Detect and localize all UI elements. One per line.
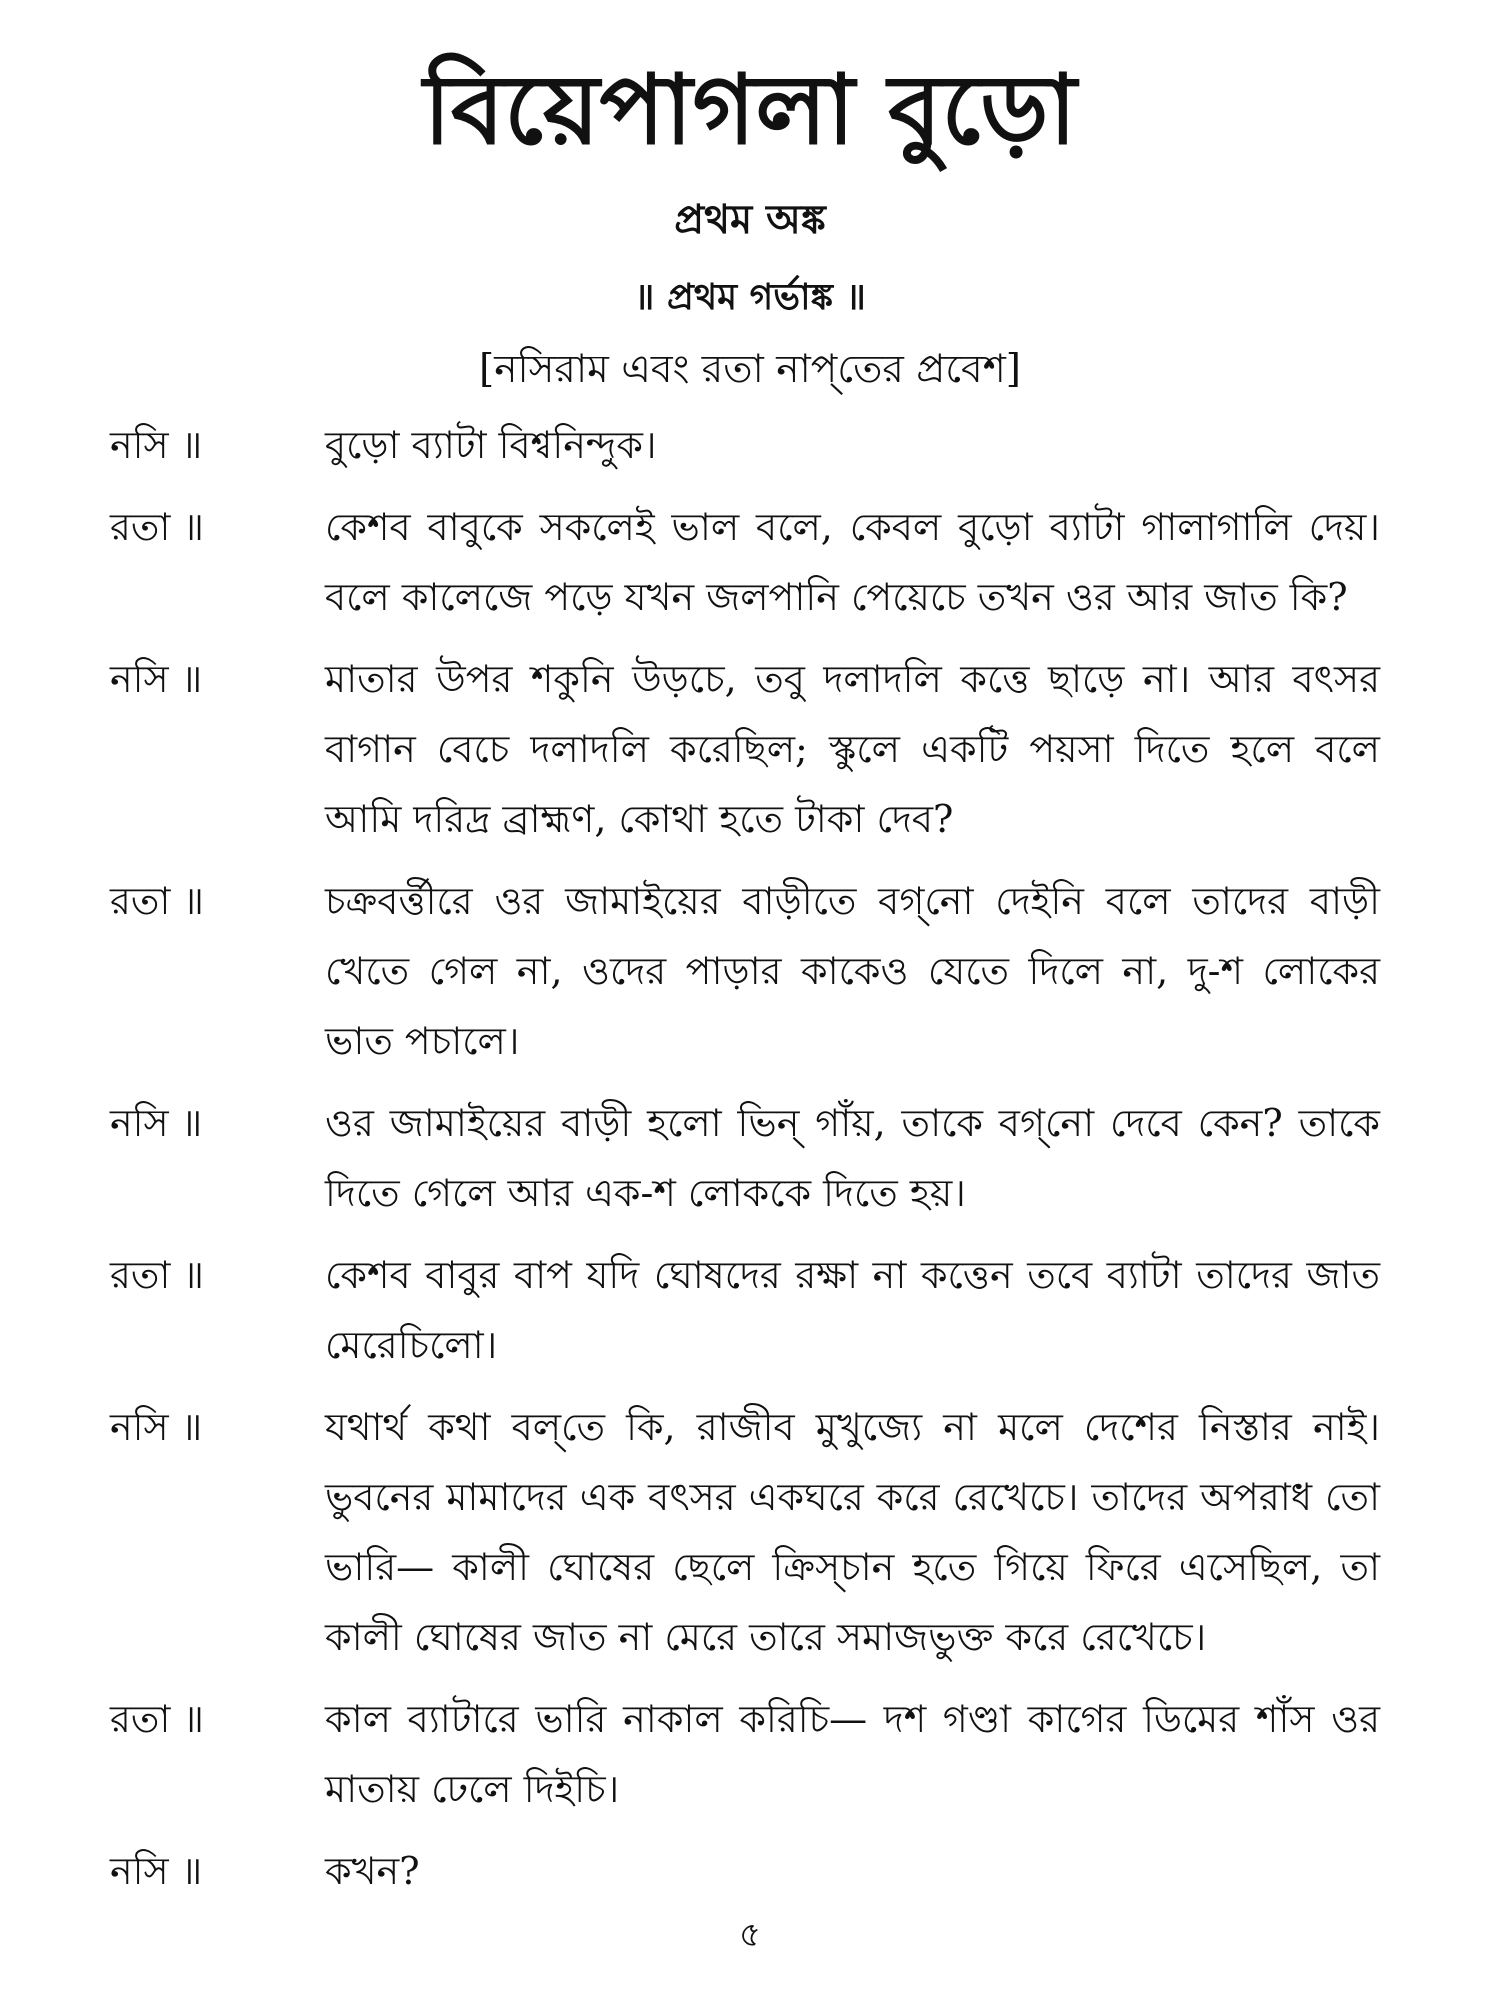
speech-text: চক্রবর্ত্তীরে ওর জামাইয়ের বাড়ীতে বগ্‌নো দেইনি বলে তাদের বাড়ী খেতে গেল না, ওদের পাড়ার কাকেও যেতে দিলে না, দু-শ লোকের ভাত পচালে। xyxy=(325,879,1380,1063)
dialogue-line xyxy=(0,1240,1500,1380)
speech-text: ওর জামাইয়ের বাড়ী হলো ভিন্ গাঁয়, তাকে বগ্‌নো দেবে কেন? তাকে দিতে গেলে আর এক-শ লোককে দিতে হয়। xyxy=(325,1101,1380,1215)
speaker-name: রতা ॥ xyxy=(110,1697,205,1741)
speech-text: কেশব বাবুকে সকলেই ভাল বলে, কেবল বুড়ো ব্যাটা গালাগালি দেয়। বলে কালেজে পড়ে যখন জলপানি পেয়েচে তখন ওর আর জাত কি? xyxy=(325,505,1380,619)
speaker-name: রতা ॥ xyxy=(110,879,205,923)
dialogue-line xyxy=(0,866,1500,1076)
play-title: বিয়েপাগলা বুড়ো xyxy=(423,54,1077,166)
dialogue-line xyxy=(0,1684,1500,1824)
page-number: ৫ xyxy=(738,1915,762,1955)
speech-text: কাল ব্যাটারে ভারি নাকাল করিচি— দশ গণ্ডা কাগের ডিমের শাঁস ওর মাতায় ঢেলে দিইচি। xyxy=(325,1697,1380,1811)
speech-text: যথার্থ কথা বল্‌তে কি, রাজীব মুখুজ্যে না মলে দেশের নিস্তার নাই। ভুবনের মামাদের এক বৎসর একঘরে করে রেখেচে। তাদের অপরাধ তো ভারি— কালী ঘোষের ছেলে ক্রিস্‌চান হতে গিয়ে ফিরে এসেছিল, তা কালী ঘোষের জাত না মেরে তারে সমাজভুক্ত করে রেখেচে। xyxy=(325,1405,1380,1659)
speaker-name: নসি ॥ xyxy=(110,1101,203,1145)
speech-text: কখন? xyxy=(325,1849,420,1893)
speaker-name: নসি ॥ xyxy=(110,1405,203,1449)
speech-text: বুড়ো ব্যাটা বিশ্বনিন্দুক। xyxy=(325,423,657,467)
dialogue-line xyxy=(0,1836,1500,1906)
scene-heading: ॥ প্রথম গর্ভাঙ্ক ॥ xyxy=(634,277,866,318)
speech-text: কেশব বাবুর বাপ যদি ঘোষদের রক্ষা না কত্তেন তবে ব্যাটা তাদের জাত মেরেচিলো। xyxy=(325,1253,1380,1367)
dialogue-line xyxy=(0,1392,1500,1672)
speaker-name: রতা ॥ xyxy=(110,1253,205,1297)
stage-direction: [নসিরাম এবং রতা নাপ্‌তের প্রবেশ] xyxy=(479,347,1021,392)
act-heading: প্রথম অঙ্ক xyxy=(674,197,826,243)
dialogue-line xyxy=(0,1088,1500,1228)
dialogue-line xyxy=(0,410,1500,480)
dialogue-line xyxy=(0,492,1500,632)
dialogue xyxy=(0,410,1500,1918)
speaker-name: নসি ॥ xyxy=(110,1849,203,1893)
dialogue-line xyxy=(0,644,1500,854)
speaker-name: নসি ॥ xyxy=(110,423,203,467)
speaker-name: নসি ॥ xyxy=(110,657,203,701)
speaker-name: রতা ॥ xyxy=(110,505,205,549)
speech-text: মাতার উপর শকুনি উড়চে, তবু দলাদলি কত্তে ছাড়ে না। আর বৎসর বাগান বেচে দলাদলি করেছিল; স্কুলে একটি পয়সা দিতে হলে বলে আমি দরিদ্র ব্রাহ্মণ, কোথা হতে টাকা দেব? xyxy=(325,657,1380,841)
